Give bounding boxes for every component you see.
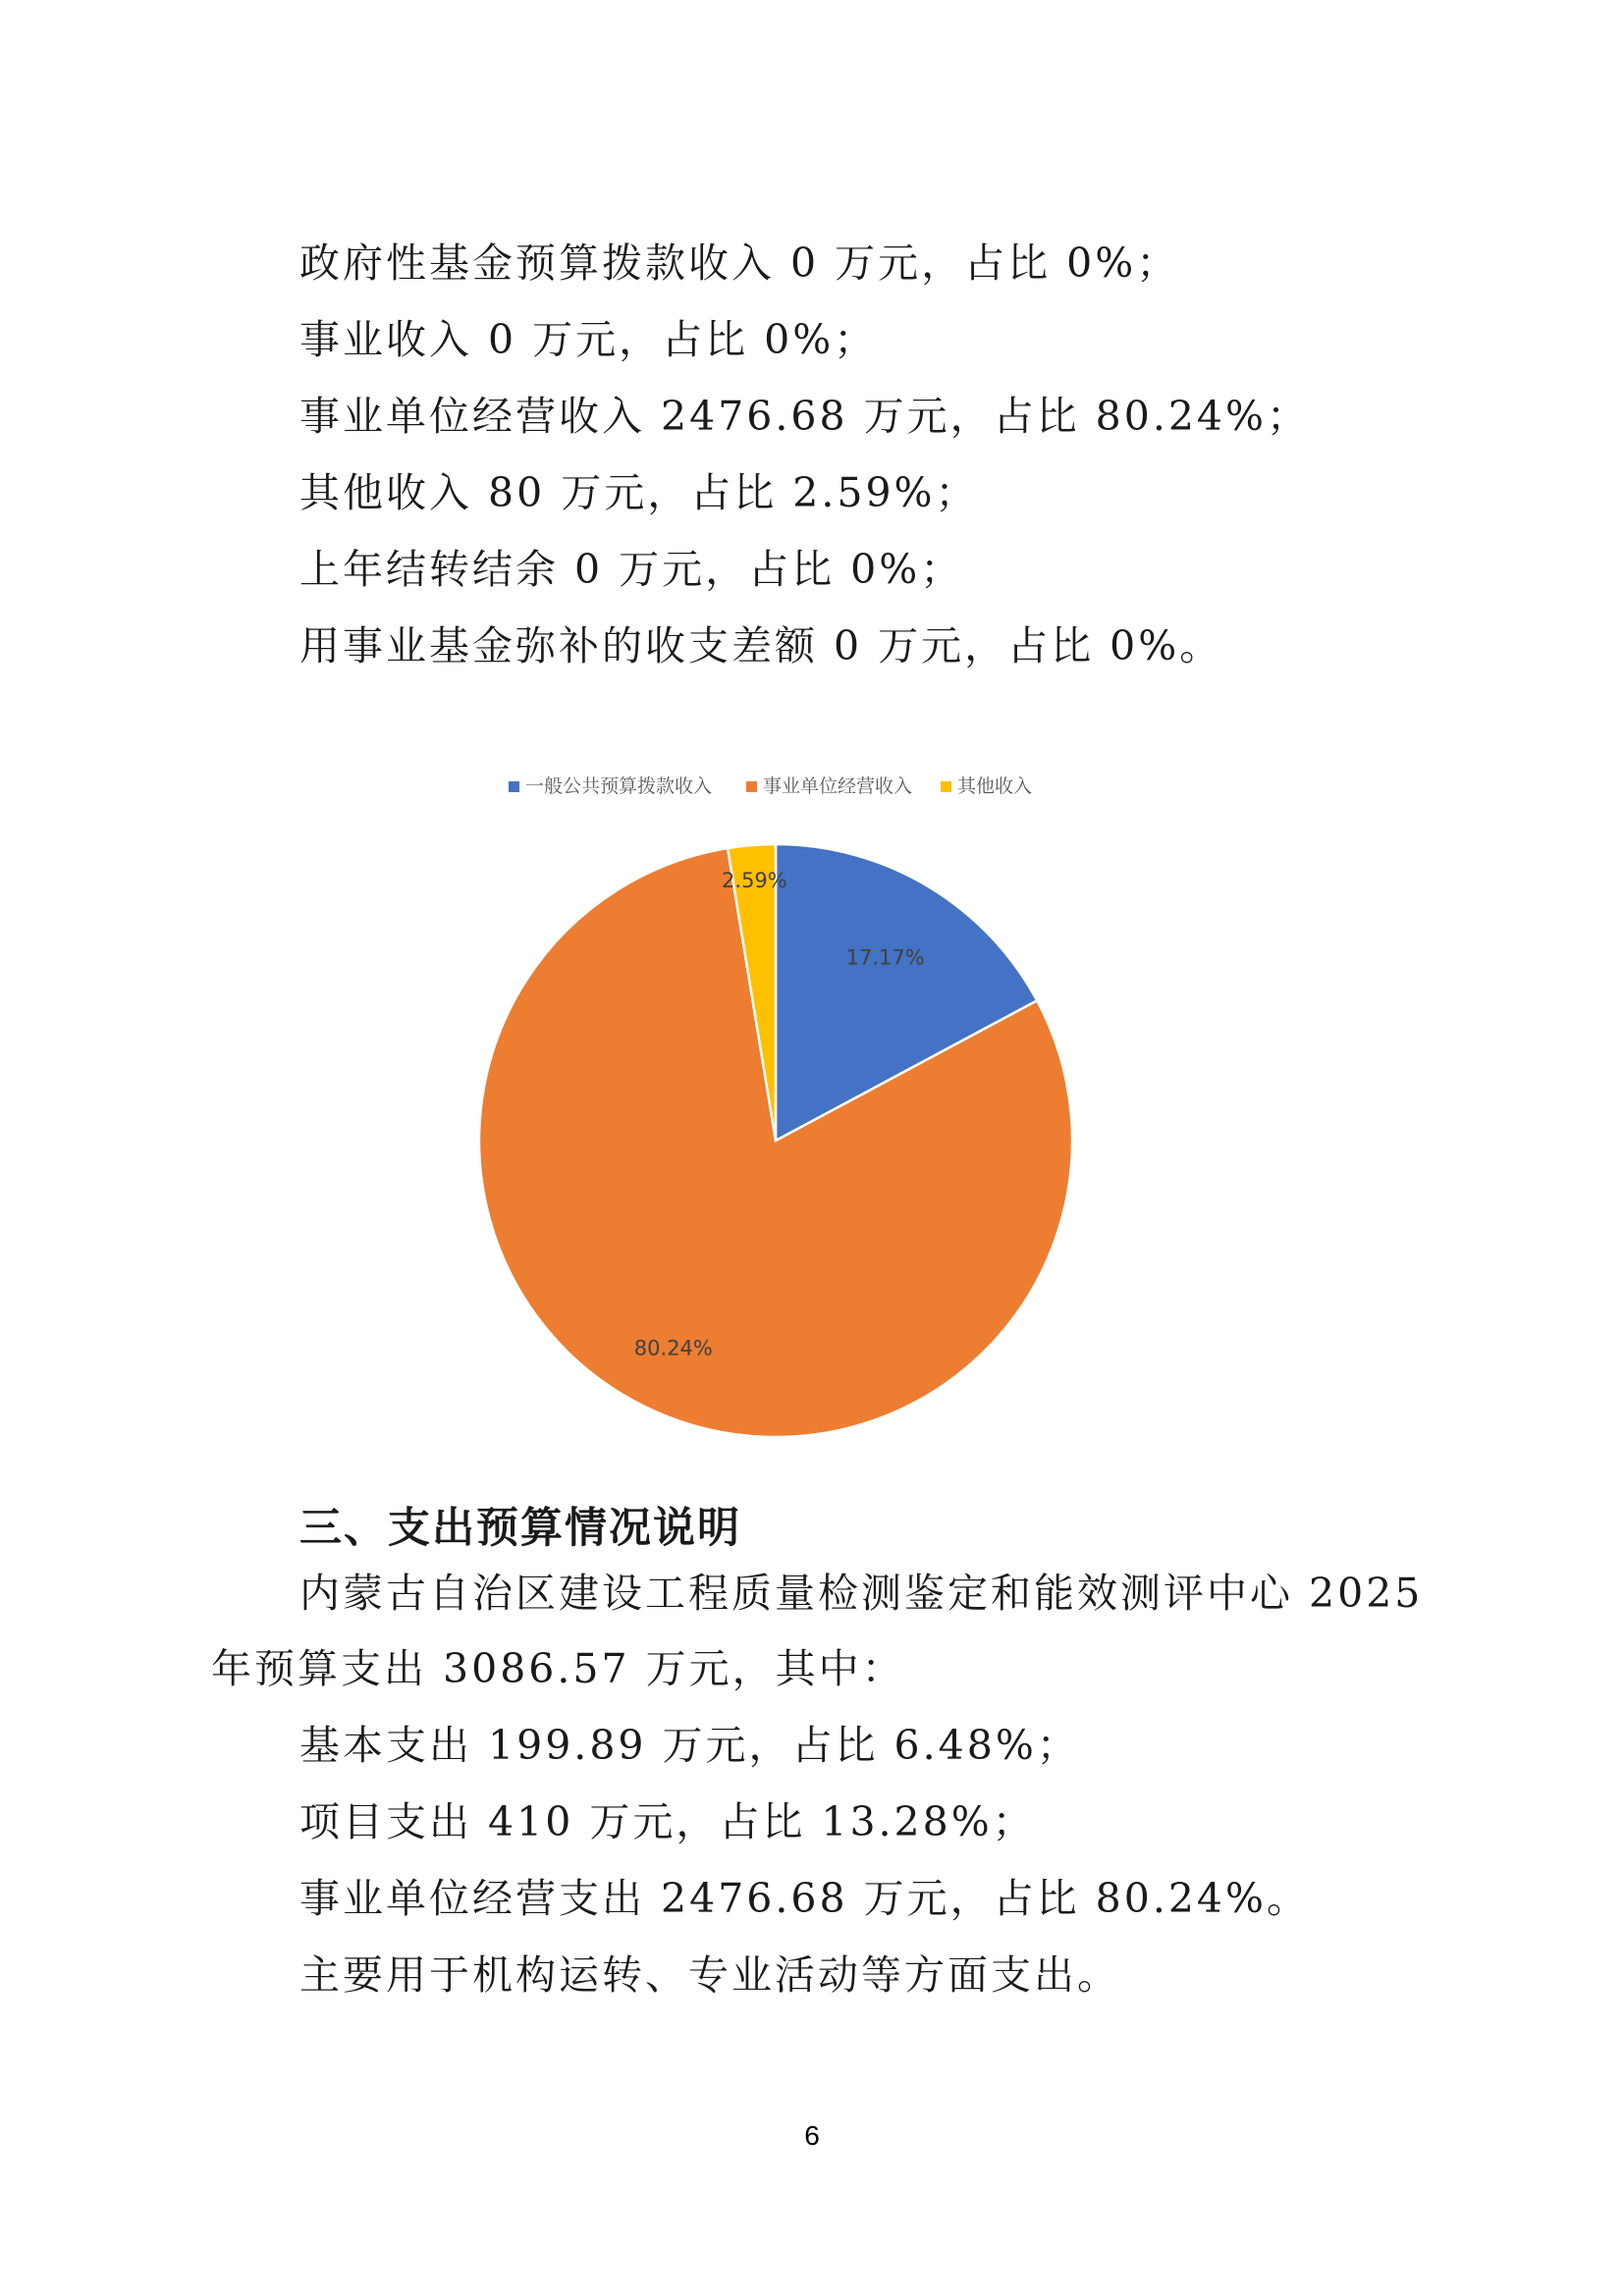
income-line-other: 其他收入 80 万元，占比 2.59%；	[299, 469, 979, 516]
income-line-fund-supplement: 用事业基金弥补的收支差额 0 万元，占比 0%。	[299, 622, 1223, 669]
legend-label-1: 事业单位经营收入	[763, 775, 913, 797]
income-line-operating: 事业单位经营收入 2476.68 万元，占比 80.24%；	[299, 393, 1310, 440]
pie-chart-svg	[452, 756, 1159, 1463]
income-line-government-fund: 政府性基金预算拨款收入 0 万元，占比 0%；	[299, 240, 1180, 287]
page-number: 6	[804, 2120, 820, 2151]
legend-label-0: 一般公共预算拨款收入	[525, 775, 713, 797]
expense-line-project: 项目支出 410 万元，占比 13.28%；	[299, 1798, 1036, 1845]
legend-swatch-2	[941, 781, 951, 792]
expense-paragraph-line2: 年预算支出 3086.57 万元，其中：	[211, 1645, 905, 1692]
expense-line-basic: 基本支出 199.89 万元，占比 6.48%；	[299, 1722, 1080, 1769]
legend-swatch-1	[746, 781, 757, 792]
expense-line-purpose: 主要用于机构运转、专业活动等方面支出。	[299, 1951, 1120, 1999]
pie-data-label-0: 17.17%	[845, 945, 925, 970]
expense-line-operating: 事业单位经营支出 2476.68 万元，占比 80.24%。	[299, 1875, 1310, 1922]
expense-paragraph-line1: 内蒙古自治区建设工程质量检测鉴定和能效测评中心 2025	[299, 1570, 1424, 1617]
pie-data-label-1: 80.24%	[633, 1336, 713, 1361]
legend-swatch-0	[509, 781, 519, 792]
pie-data-label-2: 2.59%	[722, 869, 787, 893]
income-pie-chart	[452, 756, 1159, 1463]
legend-label-2: 其他收入	[957, 775, 1033, 797]
section-heading: 三、支出预算情况说明	[299, 1504, 741, 1553]
income-line-carryover: 上年结转结余 0 万元，占比 0%；	[299, 546, 964, 593]
income-line-business: 事业收入 0 万元，占比 0%；	[299, 316, 878, 363]
